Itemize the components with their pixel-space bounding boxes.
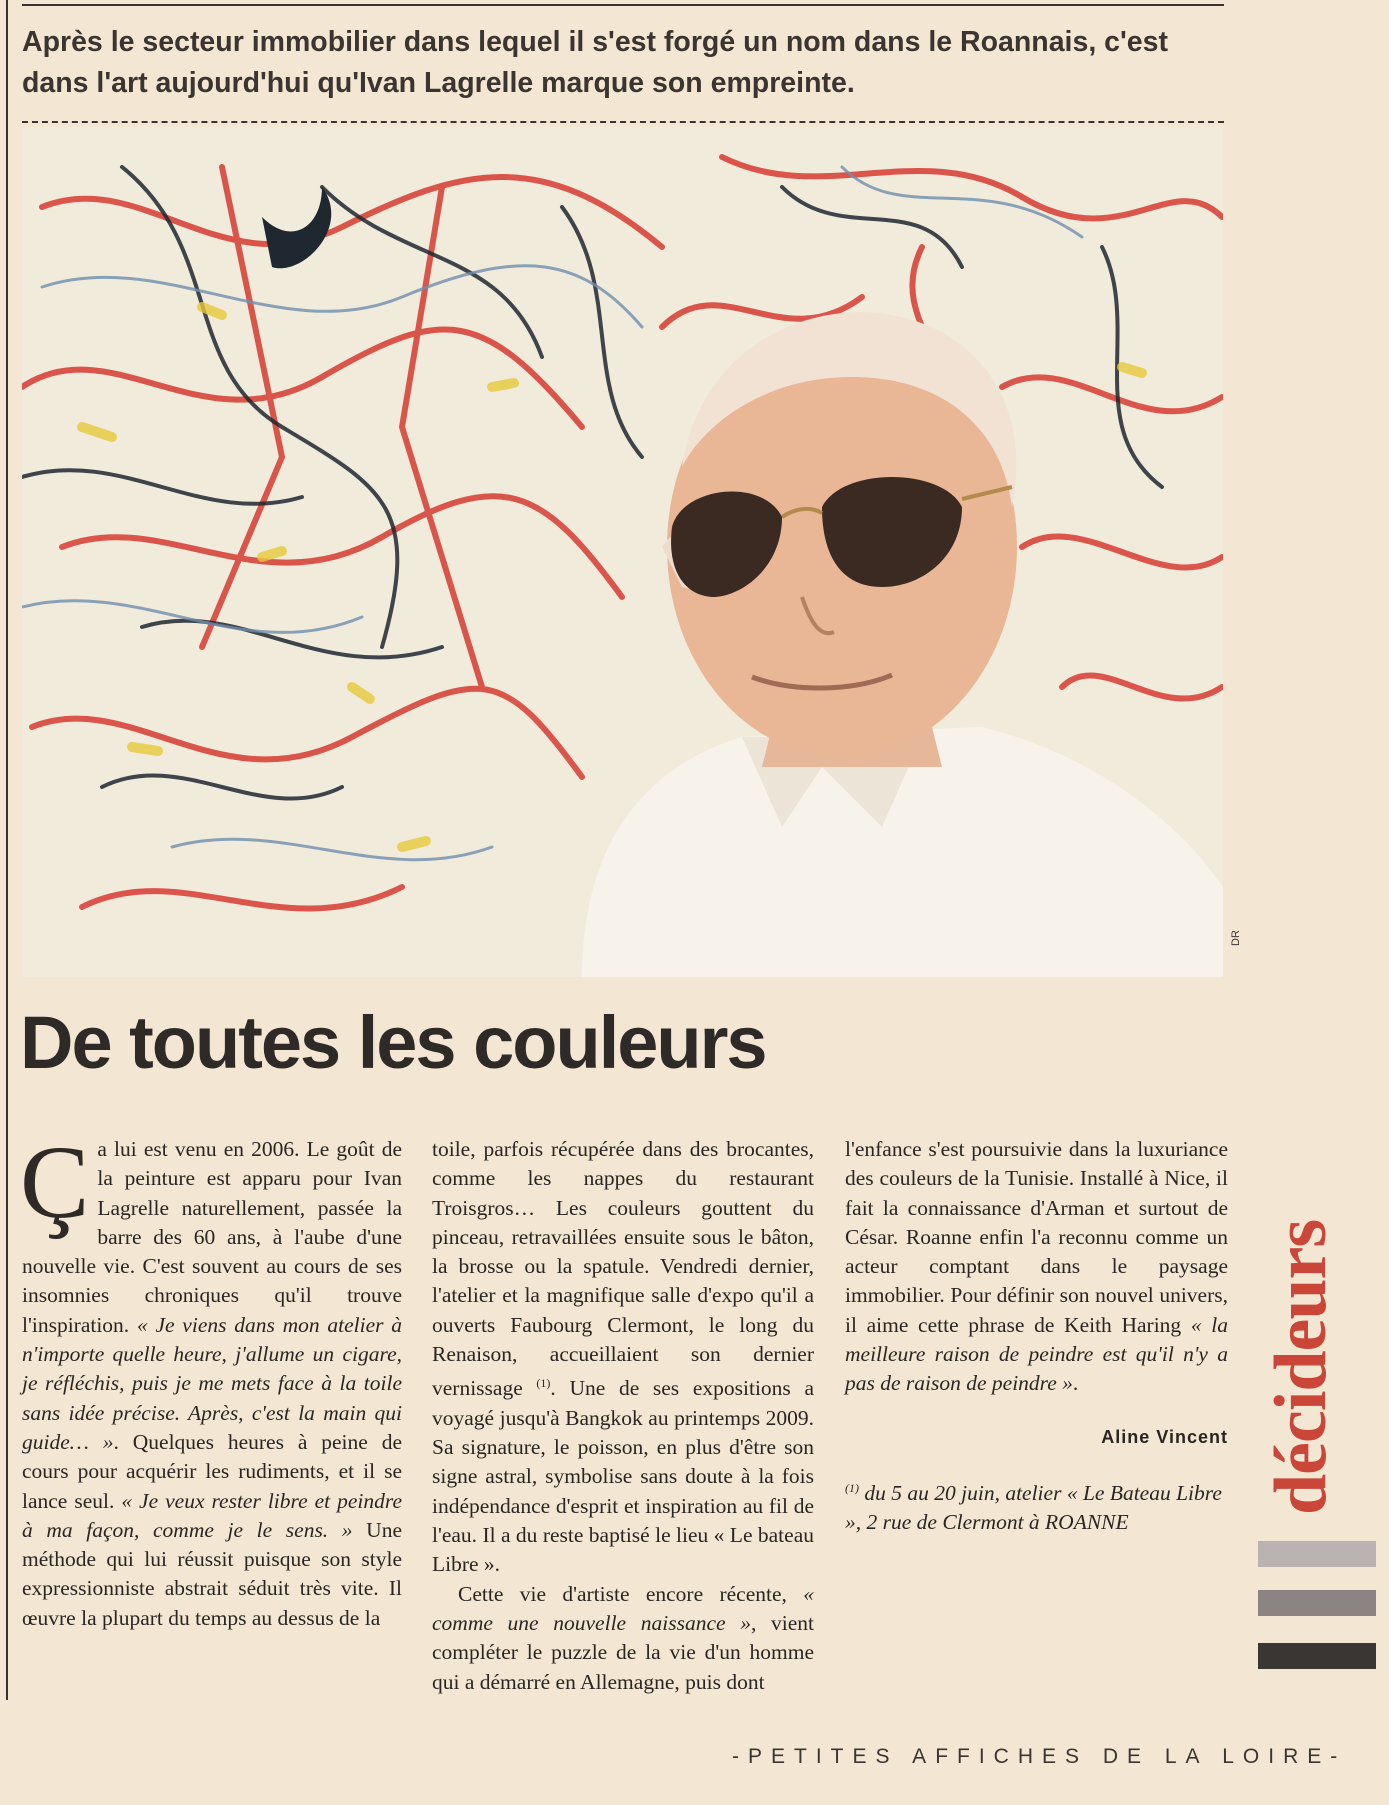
quote: « comme une nouvelle naissance » — [432, 1581, 814, 1635]
article-column-2 — [432, 1135, 814, 1697]
publication-footer: -PETITES AFFICHES DE LA LOIRE- — [732, 1745, 1347, 1768]
body-text: Une méthode qui lui réussit puisque son style expressionniste abstrait séduit très vite. Il œuvre la plupart du temps au dessus de la — [22, 1517, 402, 1630]
body-text: a lui est venu en 2006. Le goût de la peinture est apparu pour Ivan Lagrelle naturellement, passée la barre des 60 ans, à l'aube d'une nouvelle vie. C'est souvent au cours de ses insomnies chroniques qu'il trouve l'inspiration. — [22, 1137, 402, 1337]
body-text: l'enfance s'est poursuivie dans la luxuriance des couleurs de la Tunisie. Installé à Nice, il fait la connaissance d'Arman et surtout de César. Roanne enfin l'a reconnu comme un acteur comptant dans le paysage immobilier. Pour définir son nouvel univers, il aime cette phrase de Keith Haring — [845, 1137, 1228, 1337]
body-text: . Quelques heures à peine de cours pour acquérir les rudiments, et il se lance seul. — [22, 1429, 402, 1513]
article-photo — [22, 127, 1223, 977]
section-bar-medium — [1258, 1590, 1376, 1616]
footnote-marker: (1) — [536, 1376, 551, 1391]
footnote-marker: (1) — [845, 1480, 859, 1495]
page-left-rule — [6, 0, 8, 1700]
photo-credit: DR — [1230, 930, 1242, 946]
section-bar-dark — [1258, 1643, 1376, 1669]
article-column-1 — [20, 1125, 403, 1633]
body-text: . — [1072, 1371, 1079, 1396]
section-label: décideurs — [1260, 1219, 1342, 1515]
footnote — [845, 1474, 1228, 1538]
article-chapo: Après le secteur immobilier dans lequel il s'est forgé un nom dans le Roannais, c'est dans l'art aujourd'hui qu'Ivan Lagrelle marque son empreinte. — [22, 26, 1168, 99]
footnote-text: du 5 au 20 juin, atelier « Le Bateau Libre », 2 rue de Clermont à ROANNE — [845, 1481, 1222, 1535]
article-continuation — [845, 1135, 1228, 1399]
drop-cap: Ç — [20, 1125, 90, 1240]
chapo-dashed-rule — [22, 121, 1224, 123]
article-column-3 — [845, 1135, 1228, 1538]
body-text: toile, parfois récupérée dans des brocantes, comme les nappes du restaurant Troisgros… Les couleurs gouttent du pinceau, retravaillées ensuite sous le bâton, la brosse ou la spatule. Vendredi dernier, l'atelier et la magnifique salle d'expo qu'il a ouverts Faubourg Clermont, le long du Renaison, accueillaient son dernier vernissage — [432, 1137, 814, 1401]
byline: Aline Vincent — [1101, 1426, 1228, 1447]
body-text: . Une de ses expositions a voyagé jusqu'à Bangkok au printemps 2009. Sa signature, le poisson, en plus d'être son signe astral, symbolise sans doute à la fois indépendance d'esprit et inspiration au fil de l'eau. Il a du reste baptisé le lieu « Le bateau Libre ». — [432, 1376, 814, 1577]
headline: De toutes les couleurs — [20, 1001, 766, 1084]
quote: « — [1190, 1312, 1212, 1337]
portrait-photo-illustration — [22, 127, 1223, 977]
quote: la meilleure raison de peindre est qu'il n'y a pas de raison de peindre » — [845, 1312, 1228, 1396]
section-bar-light — [1258, 1541, 1376, 1567]
quote: « Je viens dans mon atelier à n'importe quelle heure, j'allume un cigare, je réfléchis, puis je me mets face à la toile sans idée précise. Après, c'est la main qui guide… » — [22, 1312, 403, 1454]
body-text: , vient compléter le puzzle de la vie d'un homme qui a démarré en Allemagne, puis dont — [432, 1610, 814, 1694]
quote: « Je veux rester libre et peindre à ma façon, comme je le sens. » — [22, 1488, 402, 1542]
page-top-rule — [22, 4, 1224, 6]
body-text: Cette vie d'artiste encore récente, — [458, 1581, 804, 1606]
